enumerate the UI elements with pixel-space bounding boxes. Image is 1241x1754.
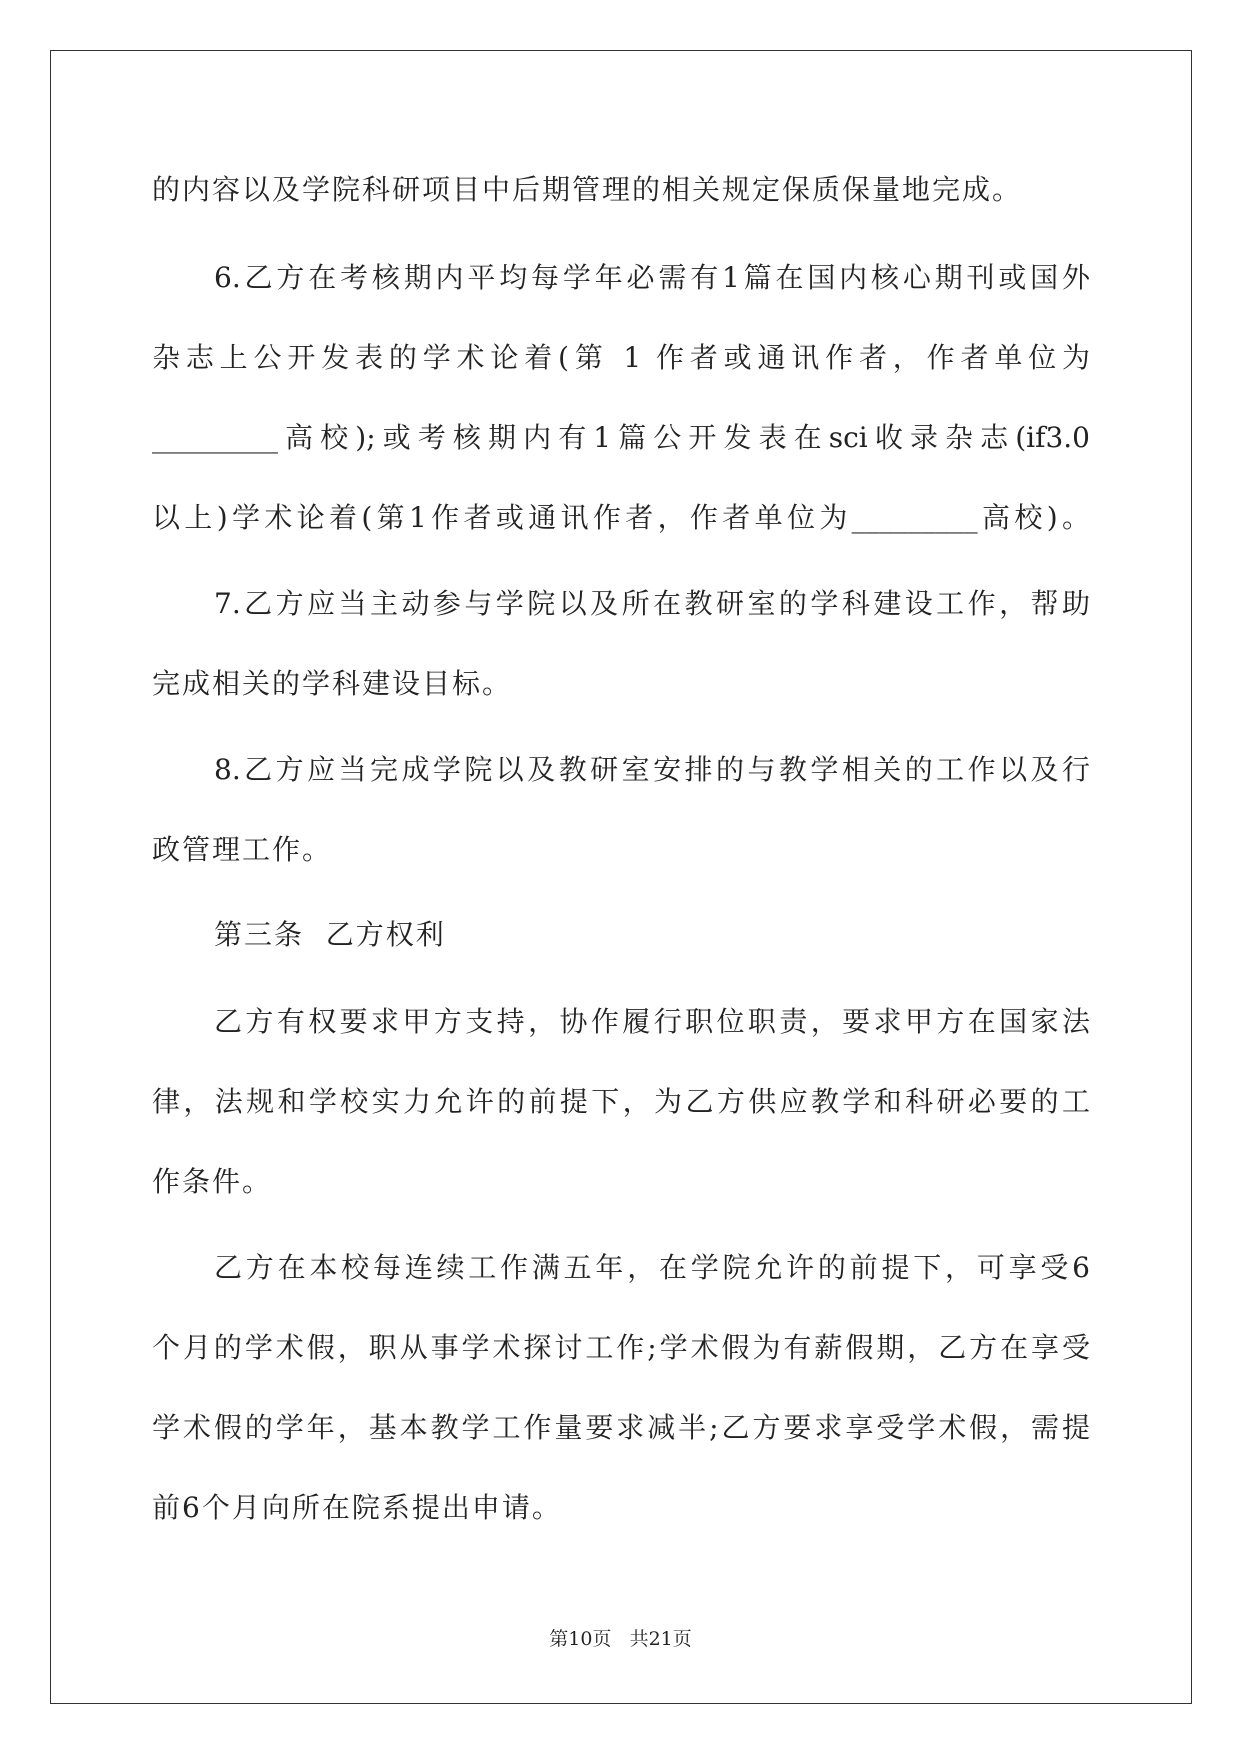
text-line: 以上)学术论着(第1作者或通讯作者，作者单位为_________高校)。 bbox=[152, 501, 1090, 534]
page-border bbox=[50, 50, 1192, 1704]
text-line: 个月的学术假，职从事学术探讨工作;学术假为有薪假期，乙方在享受 bbox=[152, 1331, 1090, 1364]
text-line: 乙方在本校每连续工作满五年，在学院允许的前提下，可享受6 bbox=[214, 1251, 1090, 1284]
text-line: 完成相关的学科建设目标。 bbox=[152, 667, 513, 700]
text-line: 杂志上公开发表的学术论着(第 1 作者或通讯作者，作者单位为 bbox=[152, 341, 1090, 374]
text-line: 8.乙方应当完成学院以及教研室安排的与教学相关的工作以及行 bbox=[214, 753, 1090, 786]
text-line: 律，法规和学校实力允许的前提下，为乙方供应教学和科研必要的工 bbox=[152, 1085, 1090, 1118]
page-footer bbox=[0, 1626, 1241, 1652]
text-line: 乙方有权要求甲方支持，协作履行职位职责，要求甲方在国家法 bbox=[214, 1005, 1090, 1038]
text-line: 的内容以及学院科研项目中后期管理的相关规定保质保量地完成。 bbox=[152, 173, 1023, 206]
text-line: 学术假的学年，基本教学工作量要求减半;乙方要求享受学术假，需提 bbox=[152, 1411, 1090, 1444]
text-line: 作条件。 bbox=[152, 1165, 273, 1198]
text-line: 6.乙方在考核期内平均每学年必需有1篇在国内核心期刊或国外 bbox=[214, 261, 1090, 294]
text-line: 7.乙方应当主动参与学院以及所在教研室的学科建设工作，帮助 bbox=[214, 587, 1090, 620]
page-total: 共21页 bbox=[629, 1628, 692, 1650]
section-heading: 第三条 乙方权利 bbox=[214, 918, 446, 951]
text-line: 政管理工作。 bbox=[152, 833, 333, 866]
page-number: 第10页 bbox=[549, 1628, 612, 1650]
text-line: 前6个月向所在院系提出申请。 bbox=[152, 1491, 562, 1524]
text-line: _________高校);或考核期内有1篇公开发表在sci收录杂志(if3.0 bbox=[152, 421, 1090, 454]
